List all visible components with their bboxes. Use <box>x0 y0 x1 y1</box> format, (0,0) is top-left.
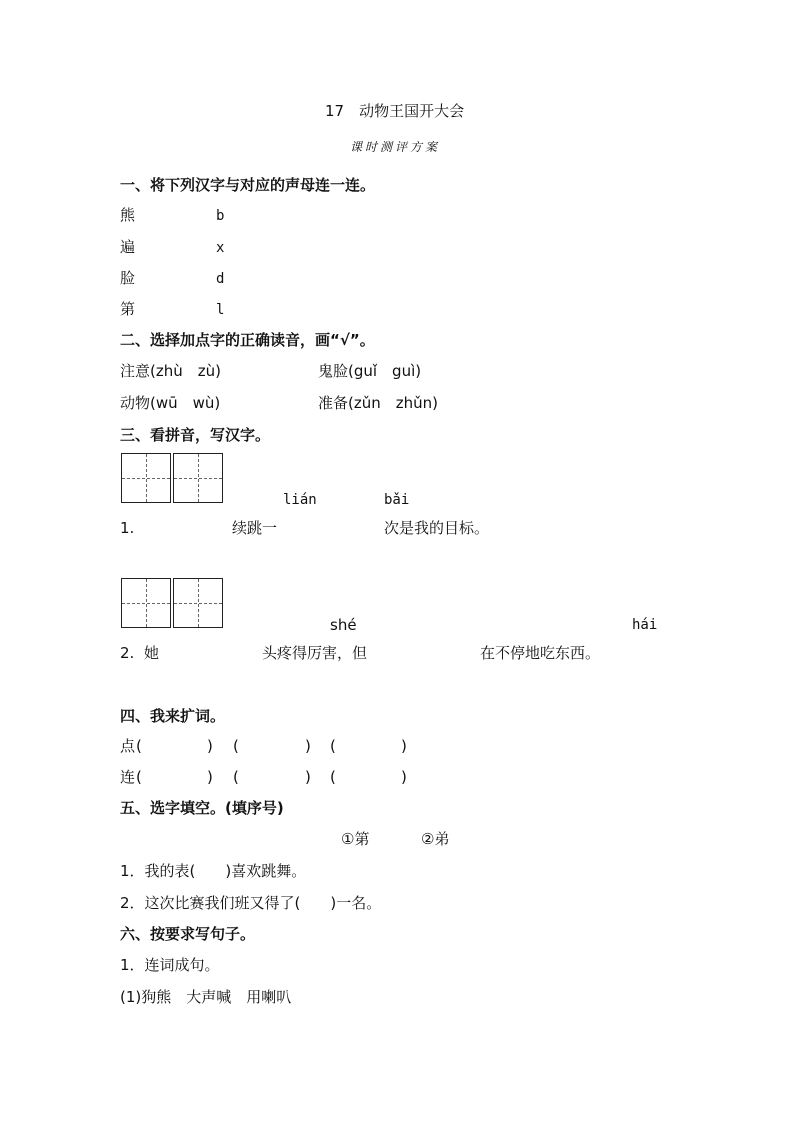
writing-grid-box <box>173 453 223 503</box>
sentence-segment: 续跳一 <box>232 519 278 537</box>
sentence-segment: 头疼得厉害，但 <box>262 644 368 662</box>
paren-open: ( <box>136 737 142 755</box>
writing-grid-box <box>173 578 223 628</box>
paren-open: ( <box>330 737 336 755</box>
paren-close: ) <box>207 768 213 786</box>
reading-item-1: 注意(zhù zù) <box>120 362 221 380</box>
paren-close: ) <box>207 737 213 755</box>
question-number: 1. <box>120 519 135 537</box>
paren-open: ( <box>233 768 239 786</box>
writing-grid-box <box>121 453 171 503</box>
subsection-label: 1．连词成句。 <box>120 956 220 974</box>
section-1-heading: 一、将下列汉字与对应的声母连一连。 <box>120 176 376 194</box>
paren-open: ( <box>136 768 142 786</box>
word-group-item: (1)狗熊 大声喊 用喇叭 <box>120 988 292 1006</box>
reading-item-4: 准备(zǔn zhǔn) <box>318 394 438 412</box>
section-2-heading: 二、选择加点字的正确读音，画“√”。 <box>120 331 375 349</box>
match-letter-3: d <box>216 271 225 287</box>
match-char-2: 遍 <box>120 238 136 256</box>
pinyin-she: shé <box>330 616 357 634</box>
page-title: 17 动物王国开大会 <box>325 102 465 120</box>
fill-question-2: 2．这次比赛我们班又得了( )一名。 <box>120 894 382 912</box>
match-letter-4: l <box>216 302 225 318</box>
section-3-heading: 三、看拼音，写汉字。 <box>120 426 271 444</box>
pinyin-lian: lián <box>283 492 317 508</box>
pinyin-bai: bǎi <box>384 492 410 508</box>
question-number: 2. <box>120 644 135 662</box>
option-2: ②弟 <box>421 830 450 848</box>
writing-grid-box <box>121 578 171 628</box>
sentence-segment: 在不停地吃东西。 <box>480 644 601 662</box>
paren-close: ) <box>401 737 407 755</box>
reading-item-2: 鬼脸(guǐ guì) <box>318 362 422 380</box>
reading-item-3: 动物(wū wù) <box>120 394 221 412</box>
match-char-3: 脸 <box>120 269 136 287</box>
match-letter-2: x <box>216 240 225 256</box>
option-1: ①第 <box>341 830 370 848</box>
sentence-segment: 她 <box>144 644 160 662</box>
sentence-segment: 次是我的目标。 <box>384 519 490 537</box>
expand-char: 点 <box>120 737 136 755</box>
pinyin-hai: hái <box>632 617 658 633</box>
paren-open: ( <box>233 737 239 755</box>
match-char-4: 第 <box>120 300 136 318</box>
fill-question-1: 1．我的表( )喜欢跳舞。 <box>120 862 307 880</box>
expand-char: 连 <box>120 768 136 786</box>
match-char-1: 熊 <box>120 206 136 224</box>
match-letter-1: b <box>216 208 225 224</box>
paren-close: ) <box>401 768 407 786</box>
section-5-heading: 五、选字填空。(填序号) <box>120 799 284 817</box>
section-6-heading: 六、按要求写句子。 <box>120 925 256 943</box>
page-subtitle: 课时测评方案 <box>350 140 441 154</box>
paren-close: ) <box>305 768 311 786</box>
paren-open: ( <box>330 768 336 786</box>
section-4-heading: 四、我来扩词。 <box>120 707 226 725</box>
paren-close: ) <box>305 737 311 755</box>
